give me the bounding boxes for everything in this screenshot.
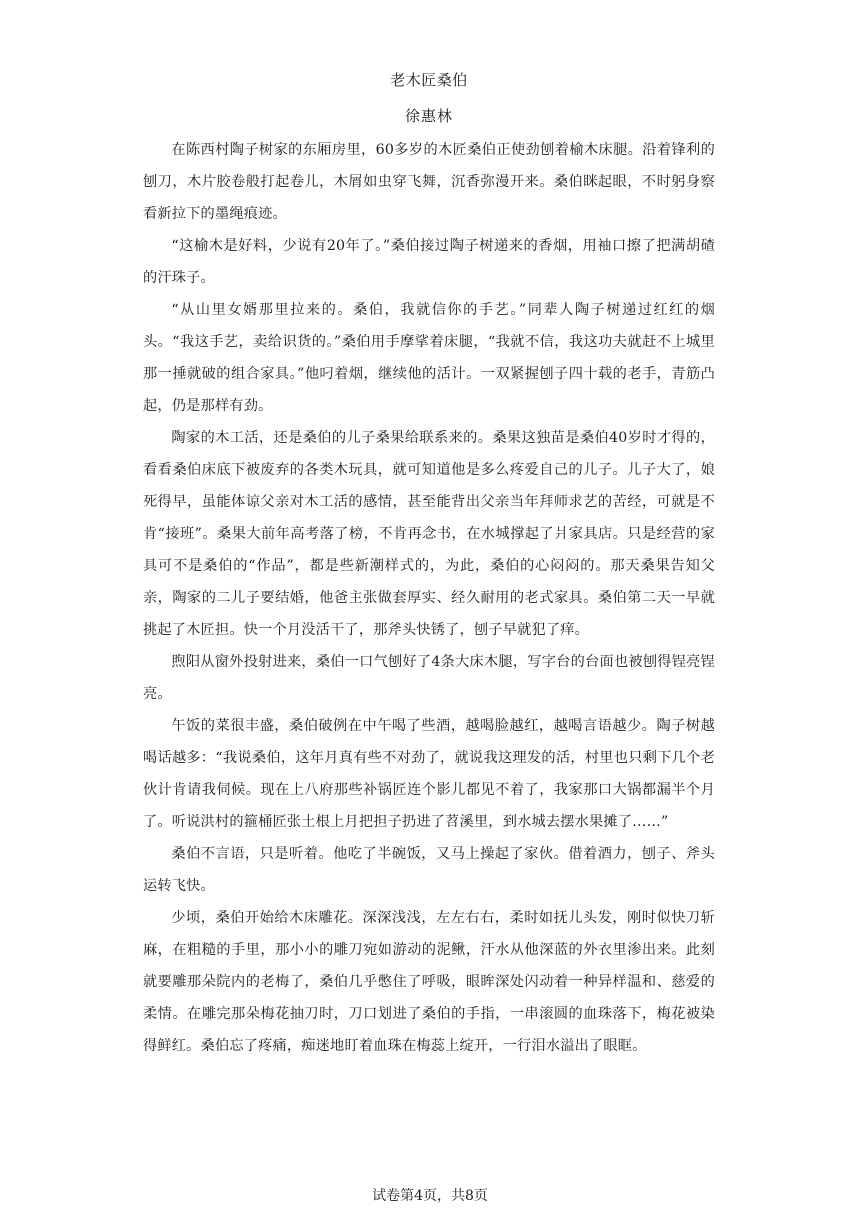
paragraph: 桑伯不言语，只是听着。他吃了半碗饭，又马上操起了家伙。借着酒力，刨子、斧头运转飞快。 (143, 846, 715, 894)
article-body (143, 134, 715, 1062)
paragraph: 在陈西村陶子树家的东厢房里，60多岁的木匠桑伯正使劲刨着榆木床腿。沿着锋利的刨刀，木片胶卷般打起卷儿，木屑如虫穿飞舞，沉香弥漫开来。桑伯眯起眼，不时躬身察看新拉下的墨绳痕迹。 (143, 142, 715, 222)
article-title: 老木匠桑伯 (390, 71, 468, 89)
paragraph: “这榆木是好料，少说有20年了。”桑伯接过陶子树递来的香烟，用袖口擦了把满胡碴的汗珠子。 (143, 238, 715, 286)
paragraph: “从山里女婿那里拉来的。桑伯，我就信你的手艺。”同辈人陶子树递过红红的烟头。“我这手艺，卖给识货的。”桑伯用手摩挲着床腿，“我就不信，我这功夫就赶不上城里那一捶就破的组合家具。”他叼着烟，继续他的活计。一双紧握刨子四十载的老手，青筋凸起，仍是那样有劲。 (143, 302, 715, 414)
article-author: 徐惠林 (404, 107, 453, 125)
paragraph: 少顷，桑伯开始给木床雕花。深深浅浅，左左右右，柔时如抚儿头发，刚时似快刀斩麻，在粗糙的手里，那小小的雕刀宛如游动的泥鳅，汗水从他深蓝的外衣里渗出来。此刻就要雕那朵院内的老梅了，桑伯几乎憋住了呼吸，眼眸深处闪动着一种异样温和、慈爱的柔情。在雕完那朵梅花抽刀时，刀口划进了桑伯的手指，一串滚圆的血珠落下，梅花被染得鲜红。桑伯忘了疼痛，痴迷地盯着血珠在梅蕊上绽开，一行泪水溢出了眼眶。 (143, 910, 715, 1054)
paragraph: 午饭的菜很丰盛，桑伯破例在中午喝了些酒，越喝脸越红，越喝言语越少。陶子树越喝话越多：“我说桑伯，这年月真有些不对劲了，就说我这理发的活，村里也只剩下几个老伙计肯请我伺候。现在上八府那些补锅匠连个影儿都见不着了，我家那口大锅都漏半个月了。听说洪村的箍桶匠张土根上月把担子扔进了苕溪里，到水城去摆水果摊了……” (143, 718, 715, 830)
page-footer: 试卷第4页，共8页 (372, 1188, 488, 1204)
paragraph: 陶家的木工活，还是桑伯的儿子桑果给联系来的。桑果这独苗是桑伯40岁时才得的，看看桑伯床底下被废弃的各类木玩具，就可知道他是多么疼爱自己的儿子。儿子大了，娘死得早，虽能体谅父亲对木工活的感情，甚至能背出父亲当年拜师求艺的苦经，可就是不肯“接班”。桑果大前年高考落了榜，不肯再念书，在水城撑起了爿家具店。只是经营的家具可不是桑伯的“作品”，都是些新潮样式的，为此，桑伯的心闷闷的。那天桑果告知父亲，陶家的二儿子要结婚，他爸主张做套厚实、经久耐用的老式家具。桑伯第二天一早就挑起了木匠担。快一个月没活干了，那斧头快锈了，刨子早就犯了痒。 (143, 430, 715, 638)
document-page (143, 62, 715, 1062)
paragraph: 煦阳从窗外投射进来，桑伯一口气刨好了4条大床木腿，写字台的台面也被刨得锃亮锃亮。 (143, 654, 715, 702)
